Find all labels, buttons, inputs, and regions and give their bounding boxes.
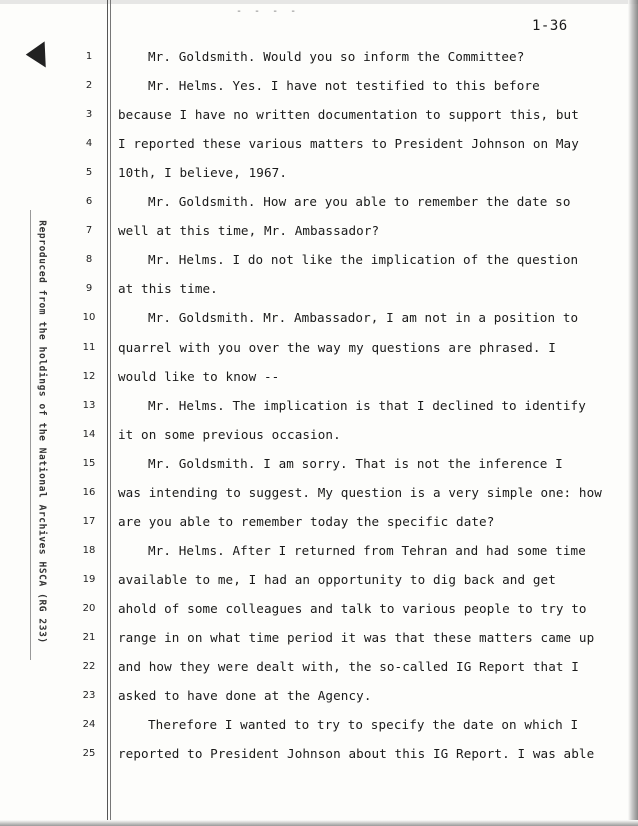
- transcript-line: and how they were dealt with, the so-called IG Report that I: [118, 659, 579, 675]
- line-number: 19: [82, 573, 96, 585]
- transcript-line: Mr. Goldsmith. Would you so inform the Committee?: [148, 49, 525, 64]
- line-number: 16: [82, 486, 96, 498]
- transcript-line: Mr. Helms. After I returned from Tehran and had some time: [148, 542, 586, 558]
- transcript-line: it on some previous occasion.: [118, 426, 341, 442]
- line-number: 24: [82, 719, 96, 731]
- line-number: 5: [85, 167, 93, 179]
- line-number: 22: [82, 661, 96, 673]
- transcript-line: Mr. Helms. The implication is that I declined to identify: [148, 397, 586, 413]
- scan-top-edge: [0, 0, 638, 4]
- transcript-line: was intending to suggest. My question is a very simple one: how: [118, 484, 602, 500]
- line-number: 2: [85, 80, 93, 92]
- page-number: 1-36: [532, 18, 568, 34]
- transcript-line: are you able to remember today the specific date?: [118, 513, 495, 529]
- transcript-line: Therefore I wanted to try to specify the date on which I: [148, 717, 579, 733]
- line-number: 20: [82, 602, 96, 614]
- line-number: 17: [82, 515, 96, 527]
- transcript-line: reported to President Johnson about this IG Report. I was able: [118, 746, 595, 762]
- transcript-line: at this time.: [118, 281, 218, 297]
- line-number: 18: [82, 544, 96, 556]
- transcript-line: ahold of some colleagues and talk to various people to try to: [118, 600, 587, 616]
- line-number: 21: [82, 632, 96, 643]
- scan-right-edge: [628, 0, 638, 826]
- transcript-line: Mr. Goldsmith. How are you able to remember the date so: [148, 194, 571, 210]
- line-number: 14: [82, 428, 96, 440]
- margin-rule-inner: [110, 0, 111, 826]
- line-number: 6: [85, 196, 93, 208]
- scan-mark: - - - -: [236, 6, 300, 17]
- transcript-line: I reported these various matters to President Johnson on May: [118, 136, 579, 152]
- stamp-border: [30, 210, 31, 660]
- line-number: 12: [82, 370, 96, 382]
- line-number: 23: [82, 690, 96, 702]
- line-number: 9: [85, 283, 93, 295]
- line-number: 3: [85, 109, 93, 121]
- transcript-line: because I have no written documentation to support this, but: [118, 107, 579, 123]
- archive-stamp-text: Reproduced from the holdings of the National Archives HSCA (RG 233): [36, 220, 48, 644]
- line-number: 11: [82, 341, 96, 353]
- line-number: 8: [85, 254, 93, 266]
- line-number: 10: [82, 312, 96, 324]
- line-number: 7: [85, 225, 93, 237]
- scan-bottom-edge: [0, 820, 638, 826]
- line-number: 4: [85, 138, 93, 150]
- transcript-line: quarrel with you over the way my questions are phrased. I: [118, 339, 556, 355]
- transcript-line: Mr. Goldsmith. I am sorry. That is not the inference I: [148, 455, 563, 471]
- transcript-line: Mr. Goldsmith. Mr. Ambassador, I am not in a position to: [148, 310, 579, 326]
- transcript-line: range in on what time period it was that these matters came up: [118, 630, 595, 645]
- margin-rule: [107, 0, 108, 826]
- transcript-line: Mr. Helms. Yes. I have not testified to this before: [148, 78, 540, 94]
- line-number: 1: [85, 51, 93, 62]
- line-number: 15: [82, 457, 96, 469]
- transcript-line: Mr. Helms. I do not like the implication of the question: [148, 252, 579, 268]
- transcript-line: asked to have done at the Agency.: [118, 688, 372, 704]
- transcript-line: would like to know --: [118, 368, 280, 384]
- ink-smudge: [26, 41, 57, 72]
- transcript-line: well at this time, Mr. Ambassador?: [118, 223, 380, 239]
- line-number: 25: [82, 748, 96, 760]
- transcript-line: available to me, I had an opportunity to dig back and get: [118, 571, 556, 587]
- transcript-line: 10th, I believe, 1967.: [118, 165, 288, 181]
- line-number: 13: [82, 399, 96, 411]
